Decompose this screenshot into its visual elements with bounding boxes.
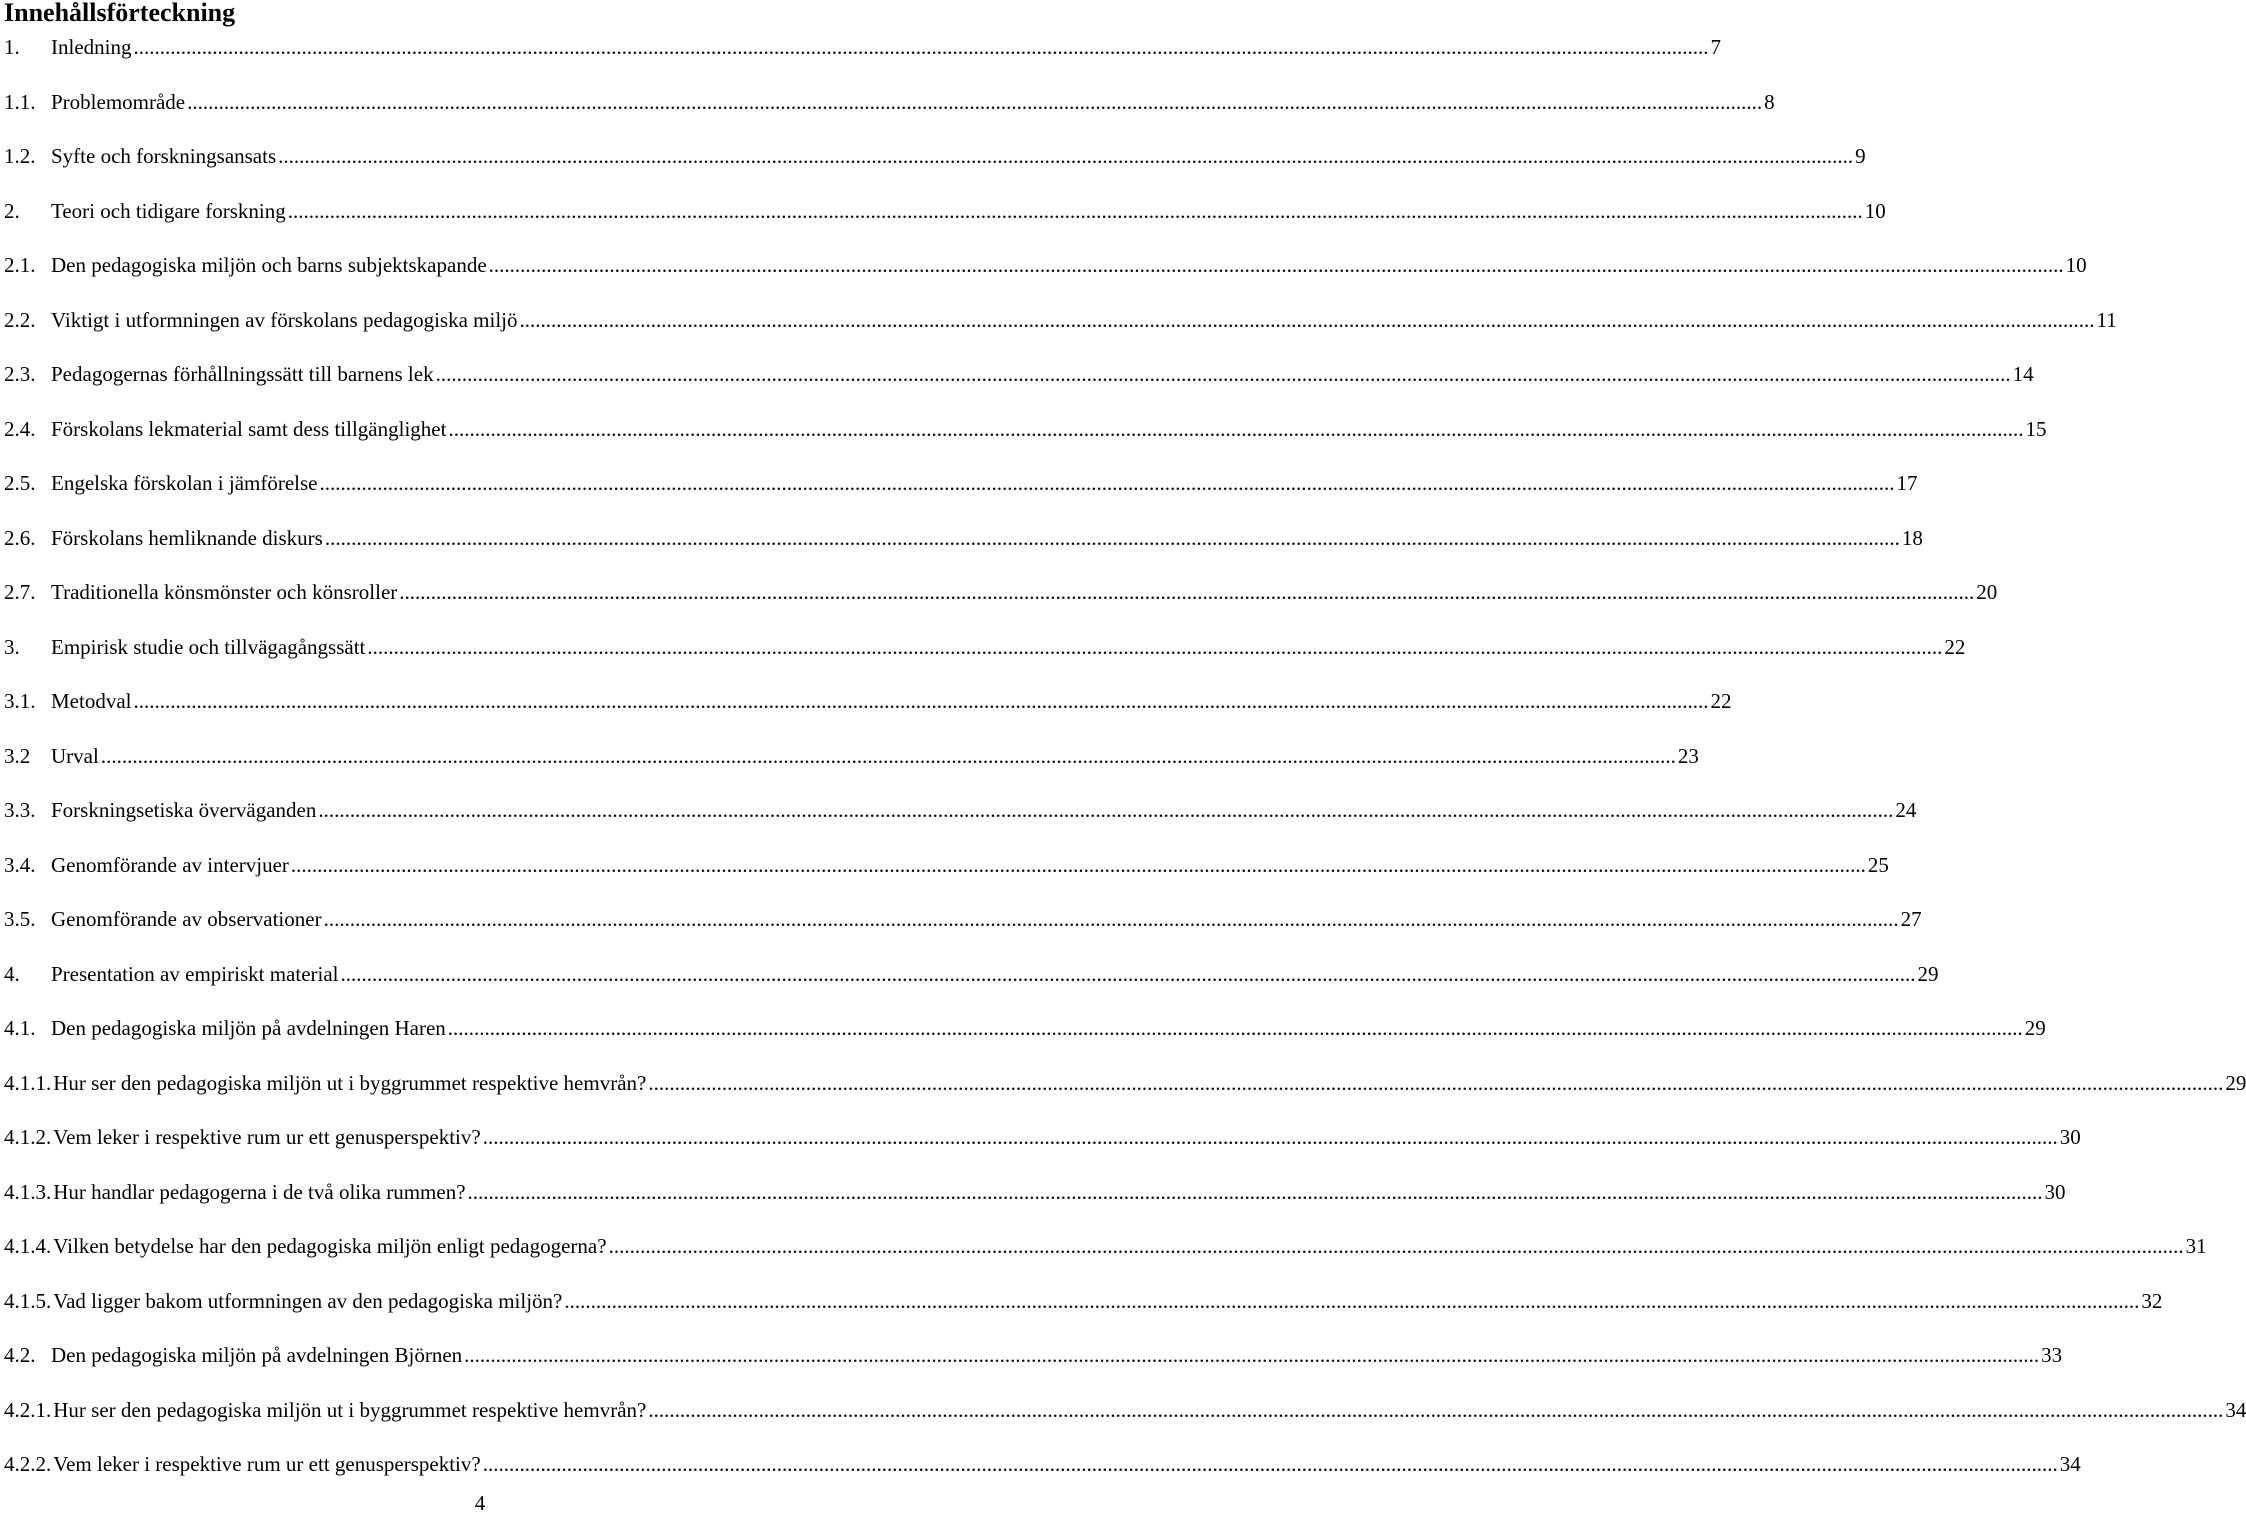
toc-entry[interactable] <box>4 30 1721 60</box>
toc-entry-title: Vem leker i respektive rum ur ett genusperspektiv? <box>53 1125 481 1149</box>
toc-dot-leader: ............................................................................................................................................................................................................................................................................................................ <box>287 198 1863 223</box>
toc-entry-page: 9 <box>1855 144 1866 168</box>
toc-entry-number: 4.2.2. <box>4 1452 52 1476</box>
toc-entry-number: 2.7. <box>4 580 36 604</box>
toc-entry-title: Metodval <box>51 689 132 713</box>
toc-entry[interactable] <box>4 848 1889 878</box>
toc-entry-title: Förskolans lekmaterial samt dess tillgänglighet <box>51 416 447 441</box>
toc-entry-page: 23 <box>1677 743 1699 768</box>
toc-entry-number: 3.3. <box>4 798 36 822</box>
toc-entry[interactable] <box>4 630 1966 660</box>
toc-entry-title: Vad ligger bakom utformningen av den pedagogiska miljön? <box>53 1288 563 1313</box>
page-number: 4 <box>474 1491 486 1515</box>
toc-entry[interactable] <box>4 957 1939 987</box>
toc-entry-number: 3.5. <box>4 907 36 931</box>
toc-entry-title: Hur ser den pedagogiska miljön ut i byggrummet respektive hemvrån? <box>53 1397 647 1422</box>
toc-entry-number: 4.1.2. <box>4 1125 52 1149</box>
toc-entry[interactable] <box>4 1229 2207 1259</box>
toc-dot-leader: ............................................................................................................................................................................................................................................................................................................ <box>464 1343 2040 1367</box>
toc-entry-title: Empirisk studie och tillvägagångssätt <box>51 634 366 659</box>
toc-dot-leader: ............................................................................................................................................................................................................................................................................................................ <box>133 35 1709 59</box>
toc-dot-leader: ............................................................................................................................................................................................................................................................................................................ <box>608 1234 2184 1258</box>
toc-entry[interactable] <box>4 248 2087 278</box>
toc-entry-number: 2.6. <box>4 525 36 550</box>
toc-entry-title: Problemområde <box>51 89 186 114</box>
toc-entry-number: 4. <box>4 961 20 986</box>
toc-entry-page: 27 <box>1900 907 1922 931</box>
toc-entry-title: Forskningsetiska överväganden <box>51 798 317 822</box>
toc-entry[interactable] <box>4 466 1918 496</box>
toc-entry[interactable] <box>4 575 1998 605</box>
toc-entry-page: 24 <box>1895 798 1917 822</box>
toc-entry[interactable] <box>4 194 1886 224</box>
toc-entry-title: Viktigt i utformningen av förskolans pedagogiska miljö <box>51 307 518 332</box>
toc-entry[interactable] <box>4 1393 2246 1423</box>
toc-entry-page: 29 <box>1917 961 1939 986</box>
toc-entry-title: Hur handlar pedagogerna i de två olika rummen? <box>53 1179 466 1204</box>
toc-entry-title: Vem leker i respektive rum ur ett genusperspektiv? <box>53 1452 481 1476</box>
toc-entry-number: 2.1. <box>4 253 36 277</box>
toc-entry-title: Traditionella könsmönster och könsroller <box>51 580 398 604</box>
toc-entry-number: 2.2. <box>4 307 36 332</box>
toc-entry[interactable] <box>4 85 1775 115</box>
toc-dot-leader: ............................................................................................................................................................................................................................................................................................................ <box>519 307 2095 332</box>
toc-entry-page: 18 <box>1901 525 1923 550</box>
toc-entry-title: Vilken betydelse har den pedagogiska miljön enligt pedagogerna? <box>53 1234 607 1258</box>
toc-entry[interactable] <box>4 357 2034 387</box>
toc-entry-page: 34 <box>2059 1452 2081 1476</box>
toc-dot-leader: ............................................................................................................................................................................................................................................................................................................ <box>290 852 1866 877</box>
toc-entry[interactable] <box>4 1175 2066 1205</box>
toc-entry-page: 25 <box>1867 852 1889 877</box>
toc-dot-leader: ............................................................................................................................................................................................................................................................................................................ <box>648 1070 2224 1095</box>
toc-entry-page: 29 <box>2024 1016 2046 1040</box>
toc-dot-leader: ............................................................................................................................................................................................................................................................................................................ <box>324 525 1900 550</box>
toc-entry-number: 4.1.3. <box>4 1179 52 1204</box>
toc-entry-title: Hur ser den pedagogiska miljön ut i byggrummet respektive hemvrån? <box>53 1070 647 1095</box>
toc-entry-page: 14 <box>2012 362 2034 386</box>
toc-dot-leader: ............................................................................................................................................................................................................................................................................................................ <box>133 689 1709 713</box>
toc-dot-leader: ............................................................................................................................................................................................................................................................................................................ <box>648 1397 2224 1422</box>
toc-dot-leader: ............................................................................................................................................................................................................................................................................................................ <box>435 362 2011 386</box>
toc-entry-title: Den pedagogiska miljön på avdelningen Björnen <box>51 1343 463 1367</box>
toc-dot-leader: ............................................................................................................................................................................................................................................................................................................ <box>278 144 1854 168</box>
toc-entry-page: 33 <box>2041 1343 2063 1367</box>
toc-entry-number: 4.1.1. <box>4 1070 52 1095</box>
toc-entry-number: 1.2. <box>4 144 36 168</box>
toc-entry[interactable] <box>4 412 2047 442</box>
toc-entry-title: Urval <box>51 743 99 768</box>
toc-dot-leader: ............................................................................................................................................................................................................................................................................................................ <box>447 1016 2023 1040</box>
toc-dot-leader: ............................................................................................................................................................................................................................................................................................................ <box>367 634 1943 659</box>
toc-dot-leader: ............................................................................................................................................................................................................................................................................................................ <box>100 743 1676 768</box>
toc-entry-title: Syfte och forskningsansats <box>51 144 277 168</box>
toc-dot-leader: ............................................................................................................................................................................................................................................................................................................ <box>564 1288 2140 1313</box>
toc-entry-page: 20 <box>1976 580 1998 604</box>
toc-entry-page: 10 <box>1864 198 1886 223</box>
toc-entry-page: 30 <box>2044 1179 2066 1204</box>
toc-entry-page: 34 <box>2225 1397 2246 1422</box>
toc-dot-leader: ............................................................................................................................................................................................................................................................................................................ <box>482 1452 2058 1476</box>
toc-dot-leader: ............................................................................................................................................................................................................................................................................................................ <box>318 798 1894 822</box>
toc-heading: Innehållsförteckning <box>4 0 236 27</box>
toc-entry[interactable] <box>4 1338 2063 1368</box>
toc-dot-leader: ............................................................................................................................................................................................................................................................................................................ <box>399 580 1975 604</box>
toc-entry-number: 3.2 <box>4 743 31 768</box>
toc-entry-page: 32 <box>2141 1288 2163 1313</box>
toc-entry-title: Genomförande av observationer <box>51 907 322 931</box>
toc-dot-leader: ............................................................................................................................................................................................................................................................................................................ <box>448 416 2024 441</box>
toc-entry-title: Den pedagogiska miljön på avdelningen Haren <box>51 1016 446 1040</box>
toc-entry[interactable] <box>4 521 1923 551</box>
toc-entry-number: 4.2.1. <box>4 1397 52 1422</box>
toc-dot-leader: ............................................................................................................................................................................................................................................................................................................ <box>323 907 1899 931</box>
toc-entry-number: 3.1. <box>4 689 36 713</box>
toc-entry-page: 10 <box>2065 253 2087 277</box>
toc-entry-page: 30 <box>2059 1125 2081 1149</box>
toc-entry-page: 8 <box>1764 89 1775 114</box>
toc-entry-title: Pedagogernas förhållningssätt till barnens lek <box>51 362 434 386</box>
toc-entry-page: 29 <box>2225 1070 2246 1095</box>
toc-entry-title: Förskolans hemliknande diskurs <box>51 525 323 550</box>
toc-entry-title: Inledning <box>51 35 132 59</box>
toc-entry-number: 3.4. <box>4 852 36 877</box>
toc-entry-page: 22 <box>1944 634 1966 659</box>
toc-entry-page: 17 <box>1896 471 1918 495</box>
toc-dot-leader: ............................................................................................................................................................................................................................................................................................................ <box>482 1125 2058 1149</box>
toc-entry-number: 4.2. <box>4 1343 36 1367</box>
toc-entry-number: 2.5. <box>4 471 36 495</box>
toc-entry-number: 2.4. <box>4 416 36 441</box>
toc-dot-leader: ............................................................................................................................................................................................................................................................................................................ <box>187 89 1763 114</box>
toc-entry[interactable] <box>4 684 1732 714</box>
toc-dot-leader: ............................................................................................................................................................................................................................................................................................................ <box>488 253 2064 277</box>
toc-entry-title: Presentation av empiriskt material <box>51 961 339 986</box>
toc-entry-title: Den pedagogiska miljön och barns subjektskapande <box>51 253 487 277</box>
toc-entry-number: 1. <box>4 35 20 59</box>
toc-entry[interactable] <box>4 1011 2046 1041</box>
toc-entry-number: 1.1. <box>4 89 36 114</box>
toc-entry-page: 22 <box>1710 689 1732 713</box>
toc-entry[interactable] <box>4 793 1917 823</box>
toc-entry-number: 4.1.5. <box>4 1288 52 1313</box>
toc-entry-number: 2.3. <box>4 362 36 386</box>
toc-entry-number: 4.1. <box>4 1016 36 1040</box>
toc-dot-leader: ............................................................................................................................................................................................................................................................................................................ <box>340 961 1916 986</box>
toc-entry[interactable] <box>4 1284 2163 1314</box>
toc-entry-number: 2. <box>4 198 20 223</box>
toc-entry-page: 7 <box>1710 35 1721 59</box>
toc-entry-title: Genomförande av intervjuer <box>51 852 289 877</box>
toc-entry[interactable] <box>4 902 1922 932</box>
toc-entry-number: 3. <box>4 634 20 659</box>
toc-entry[interactable] <box>4 303 2117 333</box>
toc-entry-title: Engelska förskolan i jämförelse <box>51 471 318 495</box>
toc-entry[interactable] <box>4 1447 2081 1477</box>
toc-entry[interactable] <box>4 1066 2246 1096</box>
toc-dot-leader: ............................................................................................................................................................................................................................................................................................................ <box>467 1179 2043 1204</box>
toc-entry-page: 11 <box>2096 307 2117 332</box>
toc-entry-title: Teori och tidigare forskning <box>51 198 286 223</box>
toc-entry-number: 4.1.4. <box>4 1234 52 1258</box>
toc-entry[interactable] <box>4 1120 2081 1150</box>
toc-entry[interactable] <box>4 139 1866 169</box>
toc-entry-page: 31 <box>2185 1234 2207 1258</box>
toc-entry-page: 15 <box>2025 416 2047 441</box>
toc-dot-leader: ............................................................................................................................................................................................................................................................................................................ <box>319 471 1895 495</box>
toc-entry[interactable] <box>4 739 1699 769</box>
